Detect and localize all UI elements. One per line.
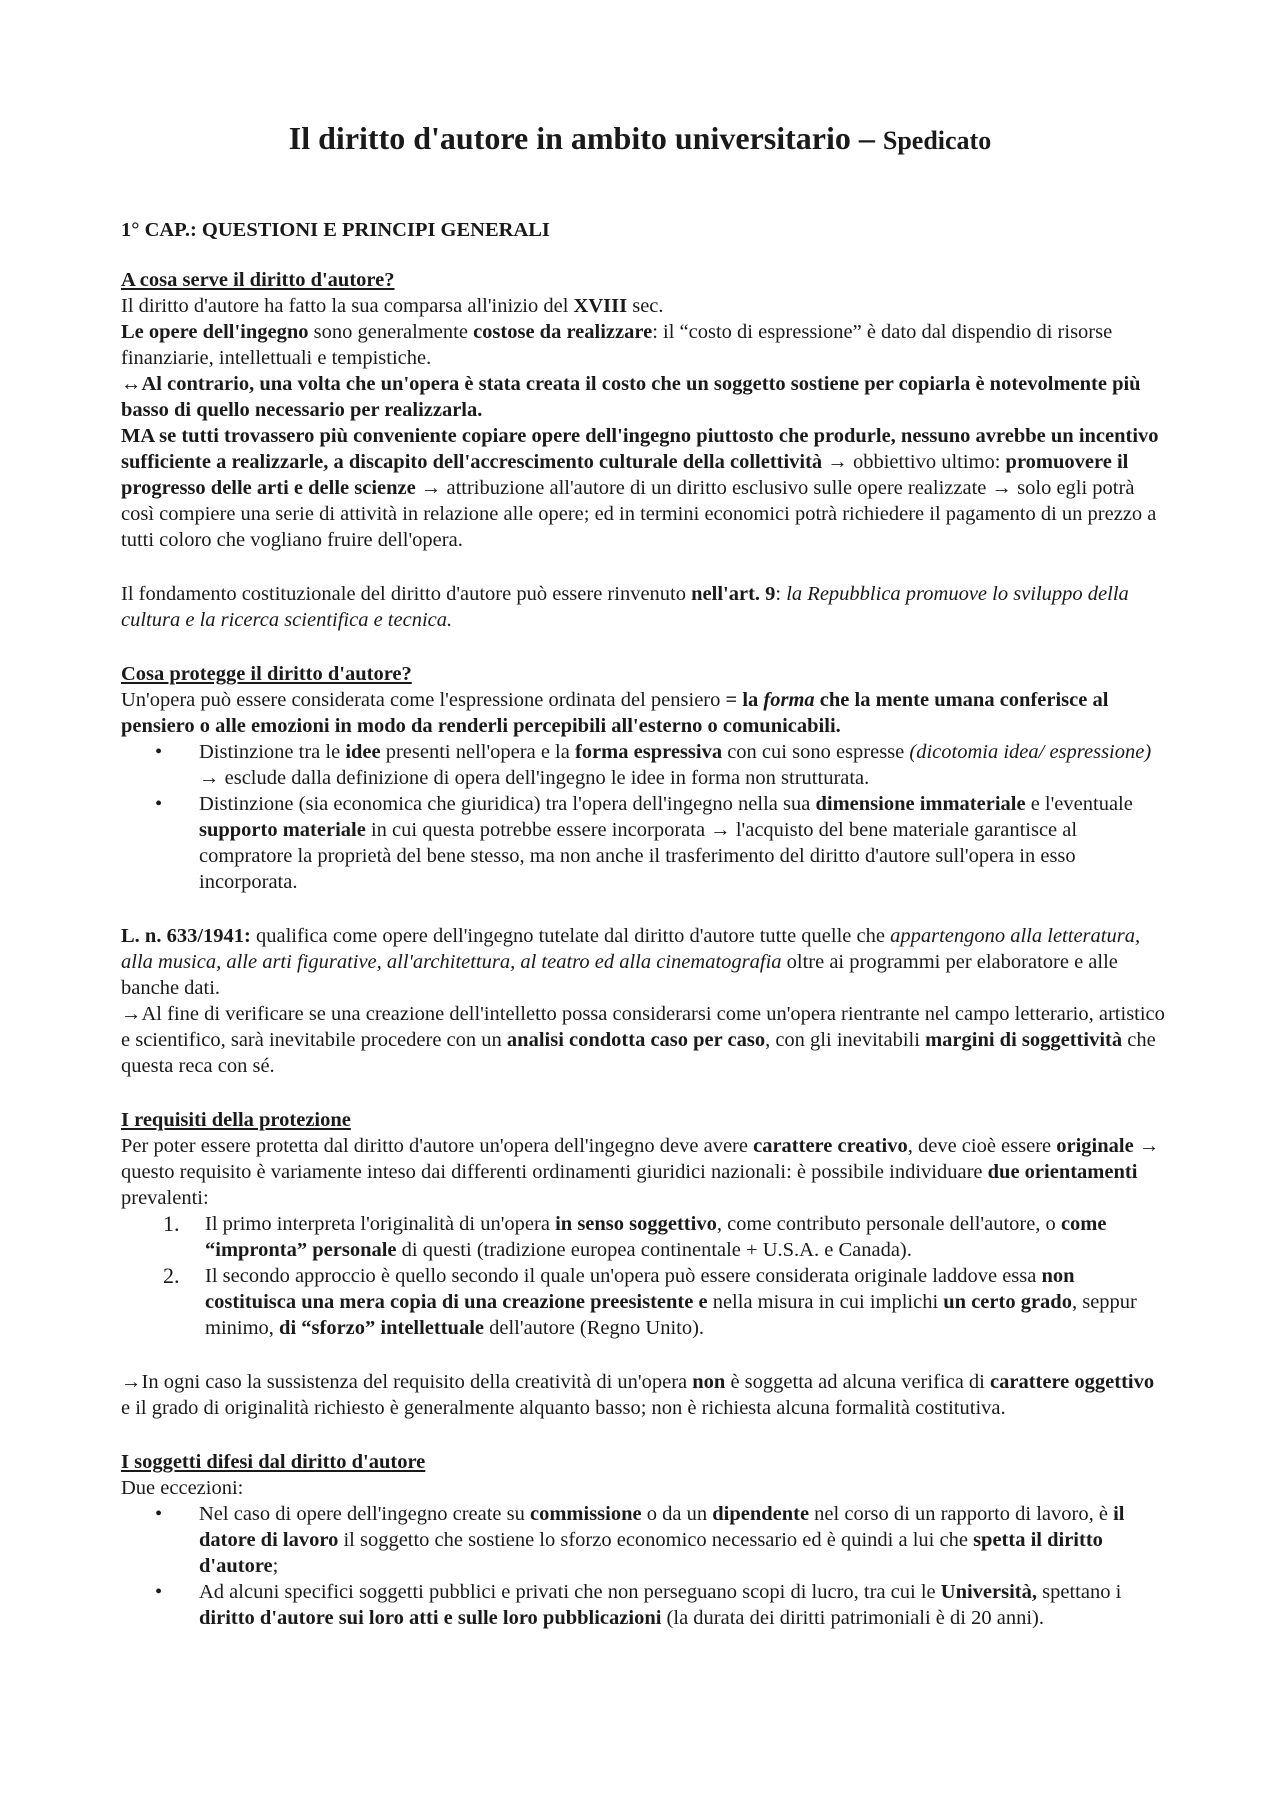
list-item: • Distinzione (sia economica che giuridica) tra l'opera dell'ingegno nella sua dimensione immateriale e l'eventuale supporto materiale in cui questa potrebbe essere incorporata → l'acquisto del bene materiale garantisce al compratore la proprietà del bene stesso, ma non anche il trasferimento del diritto d'autore sull'opera in esso incorporata. [155,793,1133,893]
list-item: 2. Il secondo approccio è quello secondo il quale un'opera può essere considerata originale laddove essa non costituisca una mera copia di una creazione preesistente e nella misura in cui implichi un certo grado, seppur minimo, di “sforzo” intellettuale dell'autore (Regno Unito). [163,1263,1137,1339]
bullet-list [121,1501,1166,1631]
arrow-right-icon: → [1138,1135,1160,1157]
arrow-right-icon: → [121,1371,142,1393]
paragraph: Un'opera può essere considerata come l'espressione ordinata del pensiero = la forma che la mente umana conferisce al pensiero o alle emozioni in modo da renderli percepibili all'esterno o comunicabili. [121,689,1109,737]
title-author: Spedicato [882,126,992,155]
section-heading-subjects: I soggetti difesi dal diritto d'autore [121,1451,426,1473]
paragraph: Due eccezioni: [121,1477,244,1499]
paragraph: MA se tutti trovassero più conveniente copiare opere dell'ingegno piuttosto che produrle, nessuno avrebbe un incentivo sufficiente a realizzarle, a discapito dell'accrescimento culturale della collettività → obbiettivo ultimo: promuovere il progresso delle arti e delle scienze → attribuzione all'autore di un diritto esclusivo sulle opere realizzate → solo egli potrà così compiere una serie di attività in relazione alle opere; ed in termini economici potrà richiedere il pagamento di un prezzo a tutti coloro che vogliano fruire dell'opera. [121,425,1159,551]
paragraph: L. n. 633/1941: qualifica come opere dell'ingegno tutelate dal diritto d'autore tutte quelle che appartengono alla letteratura, alla musica, alle arti figurative, all'architettura, al teatro ed alla cinematografia oltre ai programmi per elaboratore e alle banche dati. [121,925,1141,999]
bullet-icon: • [155,741,163,763]
arrow-right-icon: → [710,819,731,841]
list-item: • Nel caso di opere dell'ingegno create su commissione o da un dipendente nel corso di un rapporto di lavoro, è il datore di lavoro il soggetto che sostiene lo sforzo economico necessario ed è quindi a lui che spetta il diritto d'autore; [155,1503,1125,1577]
paragraph: →Al fine di verificare se una creazione dell'intelletto possa considerarsi come un'opera rientrante nel campo letterario, artistico e scientifico, sarà inevitabile procedere con un analisi condotta caso per caso, con gli inevitabili margini di soggettività che questa reca con sé. [121,1003,1165,1077]
bullet-icon: • [155,1581,163,1603]
section-heading-protection: Cosa protegge il diritto d'autore? [121,663,412,685]
bullet-list [121,739,1166,895]
paragraph: ↔Al contrario, una volta che un'opera è stata creata il costo che un soggetto sostiene per copiarla è notevolmente più basso di quello necessario per realizzarla. [121,373,1141,421]
section-heading-purpose: A cosa serve il diritto d'autore? [121,269,395,291]
numbered-list [121,1211,1166,1341]
title-dash: – [850,120,883,156]
document-body [121,217,1166,1631]
paragraph: Il fondamento costituzionale del diritto d'autore può essere rinvenuto nell'art. 9: la Repubblica promuove lo sviluppo della cultura e la ricerca scientifica e tecnica. [121,583,1129,631]
paragraph: Per poter essere protetta dal diritto d'autore un'opera dell'ingegno deve avere carattere creativo, deve cioè essere originale → questo requisito è variamente inteso dai differenti ordinamenti giuridici nazionali: è possibile individuare due orientamenti prevalenti: [121,1135,1160,1209]
title-main: Il diritto d'autore in ambito universitario [288,120,851,156]
arrow-right-icon: → [420,477,442,499]
section-heading-requirements: I requisiti della protezione [121,1109,351,1131]
list-number: 1. [163,1211,180,1236]
paragraph: Il diritto d'autore ha fatto la sua comparsa all'inizio del XVIII sec. [121,295,664,317]
chapter-heading: 1° CAP.: QUESTIONI E PRINCIPI GENERALI [121,219,550,241]
list-item: • Ad alcuni specifici soggetti pubblici e privati che non perseguano scopi di lucro, tra cui le Università, spettano i diritto d'autore sui loro atti e sulle loro pubblicazioni (la durata dei diritti patrimoniali è di 20 anni). [155,1581,1122,1629]
arrow-right-icon: → [827,451,848,473]
arrow-right-icon: → [991,477,1013,499]
bullet-icon: • [155,1503,163,1525]
list-item: • Distinzione tra le idee presenti nell'opera e la forma espressiva con cui sono espresse (dicotomia idea/ espressione) → esclude dalla definizione di opera dell'ingegno le idee in forma non strutturata. [155,741,1152,789]
paragraph: Le opere dell'ingegno sono generalmente costose da realizzare: il “costo di espressione” è dato dal dispendio di risorse finanziarie, intellettuali e tempistiche. [121,321,1113,369]
left-right-arrow-icon: ↔ [121,373,142,395]
paragraph: →In ogni caso la sussistenza del requisito della creatività di un'opera non è soggetta ad alcuna verifica di carattere oggettivo e il grado di originalità richiesto è generalmente alquanto basso; non è richiesta alcuna formalità costitutiva. [121,1371,1155,1419]
arrow-right-icon: → [199,767,220,789]
arrow-right-icon: → [121,1003,142,1025]
list-number: 2. [163,1263,180,1288]
bullet-icon: • [155,793,163,815]
document-title [0,118,1280,161]
list-item: 1. Il primo interpreta l'originalità di un'opera in senso soggettivo, come contributo personale dell'autore, o come “impronta” personale di questi (tradizione europea continentale + U.S.A. e Canada). [163,1211,1107,1261]
